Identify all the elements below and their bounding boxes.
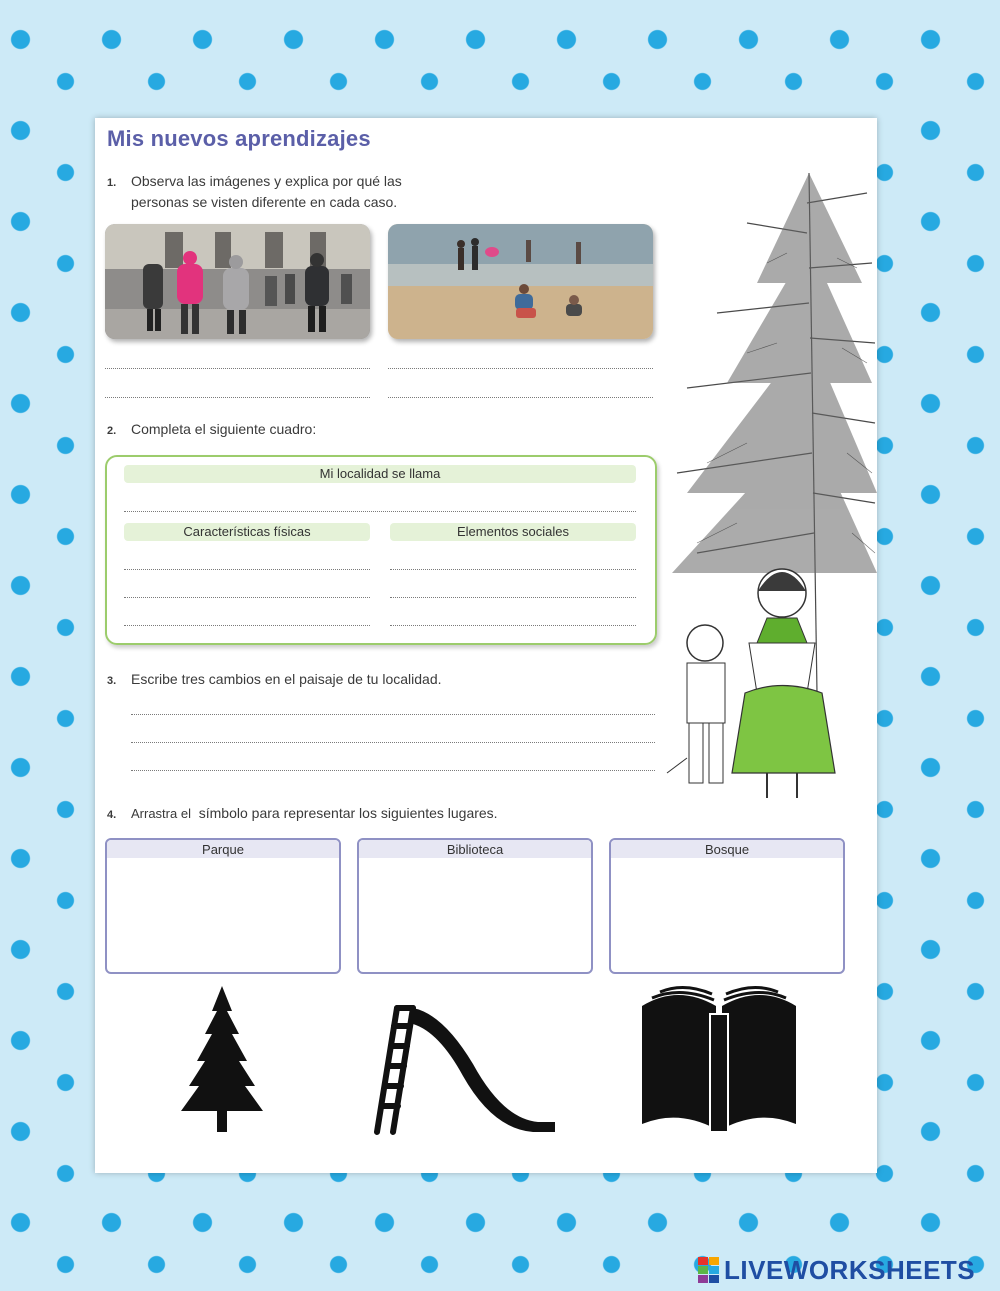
- slide-icon[interactable]: [373, 994, 563, 1136]
- question-text: Escribe tres cambios en el paisaje de tu localidad.: [131, 671, 442, 687]
- question-number: 3.: [107, 675, 117, 687]
- logo-text: LIVEWORKSHEETS: [724, 1255, 976, 1285]
- answer-line[interactable]: [124, 597, 370, 598]
- drop-box-label: Biblioteca: [359, 840, 591, 858]
- question-text: Observa las imágenes y explica por qué las: [131, 173, 402, 189]
- book-icon[interactable]: [638, 984, 800, 1134]
- question-4: [107, 804, 498, 825]
- answer-line[interactable]: [124, 569, 370, 570]
- drop-box-label: Bosque: [611, 840, 843, 858]
- page-title: Mis nuevos aprendizajes: [107, 126, 371, 151]
- drop-box-biblioteca[interactable]: [357, 838, 593, 974]
- table-header: Mi localidad se llama: [124, 465, 636, 483]
- drop-box-bosque[interactable]: [609, 838, 845, 974]
- column-header-social: Elementos sociales: [390, 523, 636, 541]
- answer-line[interactable]: [131, 742, 655, 743]
- question-text: Completa el siguiente cuadro:: [131, 421, 317, 437]
- question-number: 2.: [107, 425, 117, 437]
- answer-line[interactable]: [390, 625, 636, 626]
- question-number: 1.: [107, 177, 117, 189]
- answer-line[interactable]: [105, 397, 370, 398]
- question-text: personas se visten diferente en cada caso.: [131, 194, 398, 210]
- question-prefix: Arrastra el: [131, 806, 191, 821]
- answer-line[interactable]: [131, 714, 655, 715]
- drop-box-label: Parque: [107, 840, 339, 858]
- tree-icon[interactable]: [177, 986, 267, 1136]
- worksheet-page: [95, 118, 877, 1173]
- tree-children-illustration: [657, 173, 877, 803]
- answer-line[interactable]: [131, 770, 655, 771]
- locality-table: [105, 455, 657, 645]
- beach-photo: [388, 224, 653, 339]
- question-1: [107, 172, 402, 212]
- question-3: [107, 670, 442, 691]
- question-number: 4.: [107, 809, 117, 821]
- column-header-physical: Características físicas: [124, 523, 370, 541]
- drop-box-parque[interactable]: [105, 838, 341, 974]
- answer-line[interactable]: [388, 397, 653, 398]
- answer-line[interactable]: [105, 368, 370, 369]
- question-text: símbolo para representar los siguientes lugares.: [198, 805, 498, 821]
- answer-line[interactable]: [390, 569, 636, 570]
- answer-line[interactable]: [388, 368, 653, 369]
- logo-mark-icon: [698, 1257, 720, 1283]
- question-2: [107, 420, 316, 441]
- answer-line[interactable]: [124, 511, 636, 512]
- answer-line[interactable]: [390, 597, 636, 598]
- liveworksheets-logo: [698, 1255, 975, 1286]
- winter-street-photo: [105, 224, 370, 339]
- answer-line[interactable]: [124, 625, 370, 626]
